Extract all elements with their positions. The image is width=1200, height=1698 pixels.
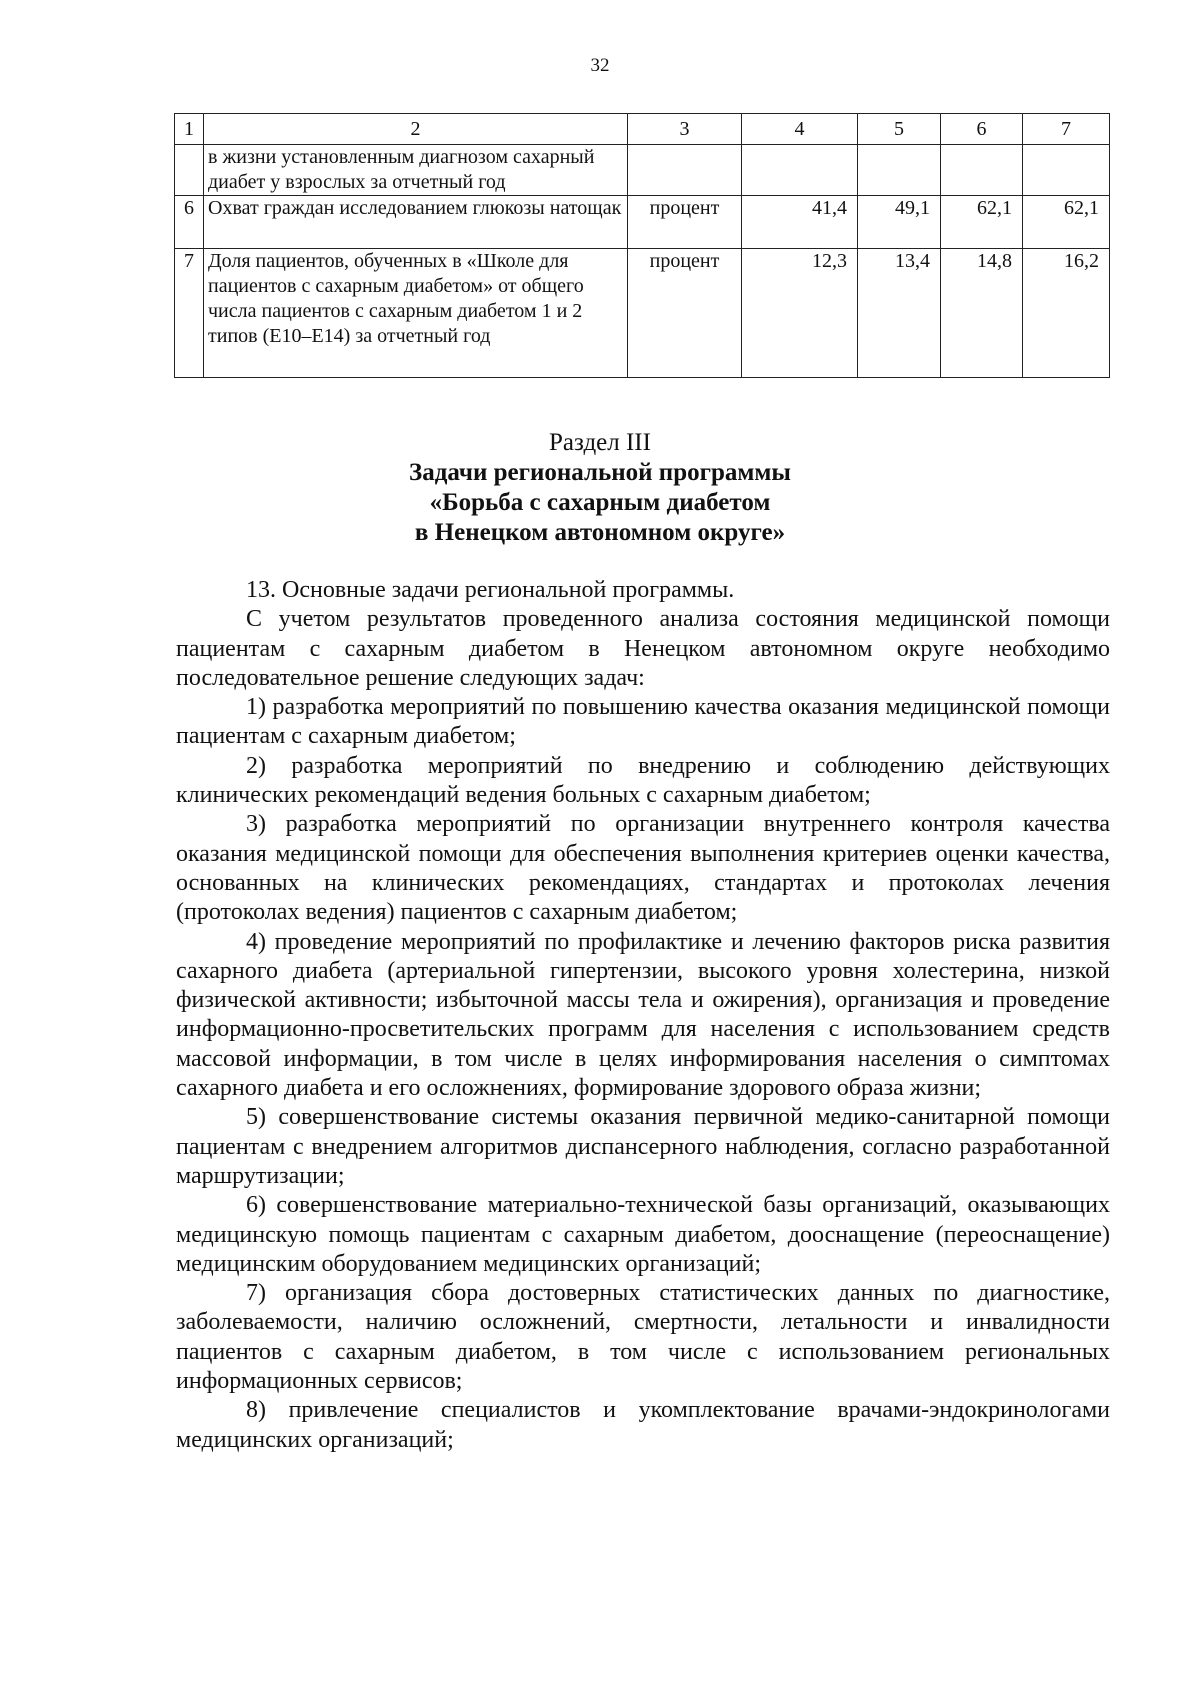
value-cell: 12,3 bbox=[742, 249, 858, 378]
indicator-name: в жизни установленным диагнозом сахарный диабет у взрослых за отчетный год bbox=[204, 145, 628, 196]
column-header: 3 bbox=[628, 114, 742, 145]
column-header: 7 bbox=[1023, 114, 1110, 145]
unit-cell bbox=[628, 145, 742, 196]
indicator-name: Охват граждан исследованием глюкозы натощак bbox=[204, 196, 628, 249]
row-number: 7 bbox=[175, 249, 204, 378]
section-title-line: Задачи региональной программы bbox=[409, 459, 791, 486]
table-header-row bbox=[175, 114, 1110, 145]
section-label: Раздел III bbox=[549, 429, 651, 456]
list-item: 2) разработка мероприятий по внедрению и соблюдению действующих клинических рекомендаций ведения больных с сахарным диабетом; bbox=[176, 752, 1110, 809]
table-row bbox=[175, 196, 1110, 249]
column-header: 4 bbox=[742, 114, 858, 145]
list-item: 4) проведение мероприятий по профилактике и лечению факторов риска развития сахарного диабета (артериальной гипертензии, высокого уровня холестерина, низкой физической активности; избыточной массы тела и ожирения), организация и проведение информационно-просветительских программ для населения с использованием средств массовой информации, в том числе в целях информирования населения о симптомах сахарного диабета и его осложнениях, формирование здорового образа жизни; bbox=[176, 928, 1110, 1102]
section-title-line: в Ненецком автономном округе» bbox=[414, 519, 786, 546]
value-cell: 41,4 bbox=[742, 196, 858, 249]
value-cell: 49,1 bbox=[858, 196, 941, 249]
section-heading bbox=[0, 428, 1200, 548]
table-row bbox=[175, 145, 1110, 196]
section-title-line: «Борьба с сахарным диабетом bbox=[429, 489, 771, 516]
unit-cell: процент bbox=[628, 249, 742, 378]
column-header: 1 bbox=[175, 114, 204, 145]
table-row bbox=[175, 249, 1110, 378]
paragraph: С учетом результатов проведенного анализа состояния медицинской помощи пациентам с сахарным диабетом в Ненецком автономном округе необходимо последовательное решение следующих задач: bbox=[176, 606, 1110, 691]
list-item: 7) организация сбора достоверных статистических данных по диагностике, заболеваемости, наличию осложнений, смертности, летальности и инвалидности пациентов с сахарным диабетом, в том числе с использованием региональных информационных сервисов; bbox=[176, 1280, 1110, 1395]
unit-cell: процент bbox=[628, 196, 742, 249]
paragraph: 13. Основные задачи региональной программы. bbox=[246, 577, 735, 603]
column-header: 6 bbox=[941, 114, 1023, 145]
row-number bbox=[175, 145, 204, 196]
indicators-table bbox=[174, 113, 1110, 378]
value-cell: 16,2 bbox=[1023, 249, 1110, 378]
value-cell: 62,1 bbox=[1023, 196, 1110, 249]
list-item: 5) совершенствование системы оказания первичной медико-санитарной помощи пациентам с внедрением алгоритмов диспансерного наблюдения, согласно разработанной маршрутизации; bbox=[176, 1104, 1110, 1189]
list-item: 8) привлечение специалистов и укомплектование врачами-эндокринологами медицинских организаций; bbox=[176, 1397, 1110, 1453]
body-text bbox=[176, 576, 1110, 1455]
column-header: 2 bbox=[204, 114, 628, 145]
value-cell: 14,8 bbox=[941, 249, 1023, 378]
value-cell: 13,4 bbox=[858, 249, 941, 378]
value-cell bbox=[1023, 145, 1110, 196]
column-header: 5 bbox=[858, 114, 941, 145]
indicator-name: Доля пациентов, обученных в «Школе для пациентов с сахарным диабетом» от общего числа пациентов с сахарным диабетом 1 и 2 типов (Е10–Е14) за отчетный год bbox=[204, 249, 628, 378]
list-item: 6) совершенствование материально-технической базы организаций, оказывающих медицинскую помощь пациентам с сахарным диабетом, дооснащение (переоснащение) медицинским оборудованием медицинских организаций; bbox=[176, 1192, 1110, 1277]
page-number: 32 bbox=[590, 55, 610, 76]
value-cell bbox=[858, 145, 941, 196]
value-cell bbox=[941, 145, 1023, 196]
list-item: 3) разработка мероприятий по организации внутреннего контроля качества оказания медицинской помощи для обеспечения выполнения критериев оценки качества, основанных на клинических рекомендациях, стандартах и протоколах лечения (протоколах ведения) пациентов с сахарным диабетом; bbox=[176, 811, 1110, 926]
list-item: 1) разработка мероприятий по повышению качества оказания медицинской помощи пациентам с сахарным диабетом; bbox=[176, 694, 1110, 750]
value-cell bbox=[742, 145, 858, 196]
value-cell: 62,1 bbox=[941, 196, 1023, 249]
row-number: 6 bbox=[175, 196, 204, 249]
